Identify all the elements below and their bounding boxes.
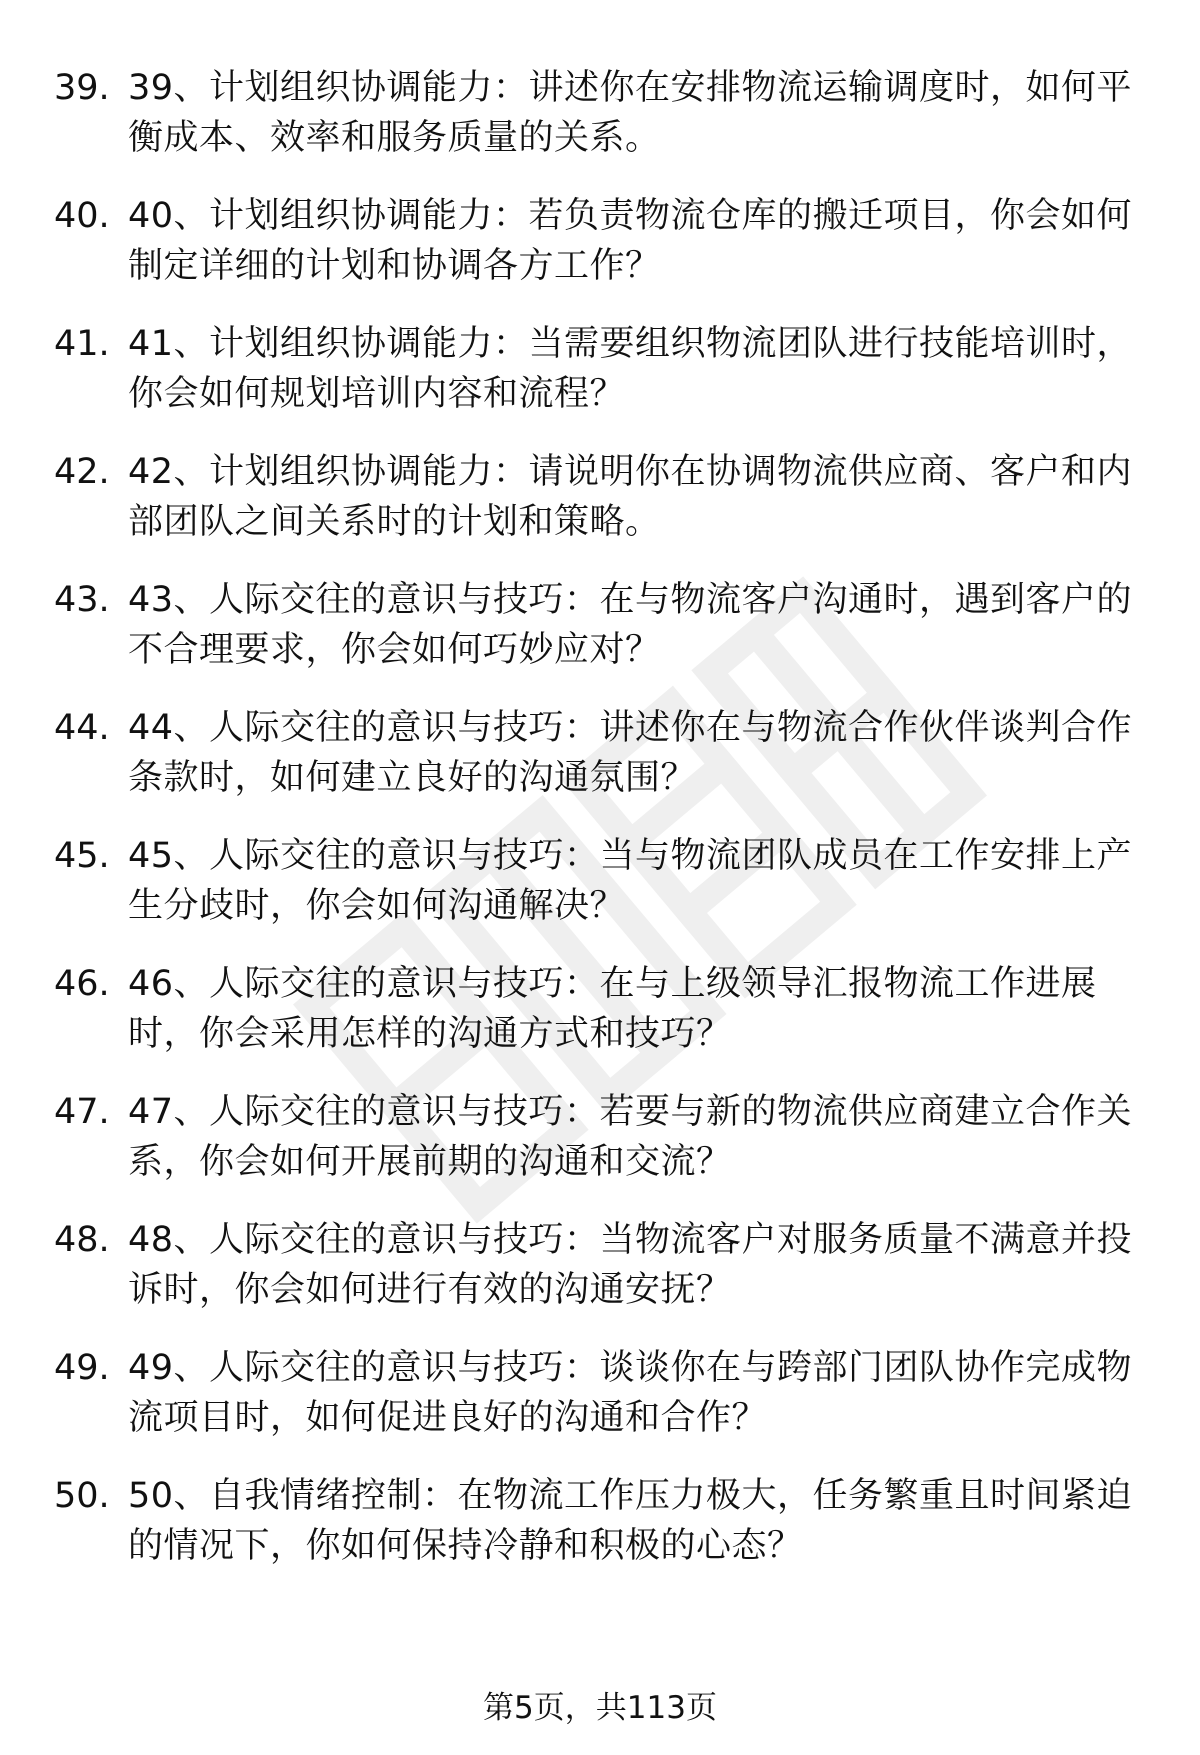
page-footer: 第5页，共113页 <box>483 1690 717 1726</box>
question-text: 46、人际交往的意识与技巧：在与上级领导汇报物流工作进展时，你会采用怎样的沟通方式和技巧？ <box>128 964 1097 1054</box>
question-text: 50、自我情绪控制：在物流工作压力极大，任务繁重且时间紧迫的情况下，你如何保持冷静和积极的心态？ <box>128 1476 1133 1566</box>
list-item <box>0 1079 1200 1207</box>
question-text: 43、人际交往的意识与技巧：在与物流客户沟通时，遇到客户的不合理要求，你会如何巧妙应对？ <box>128 580 1133 670</box>
question-list <box>0 55 1200 1591</box>
list-number: 39. <box>54 68 110 108</box>
question-text: 41、计划组织协调能力：当需要组织物流团队进行技能培训时，你会如何规划培训内容和流程？ <box>128 324 1133 414</box>
list-number: 44. <box>54 708 110 748</box>
list-item <box>0 823 1200 951</box>
list-number: 47. <box>54 1092 110 1132</box>
list-item <box>0 695 1200 823</box>
list-number: 49. <box>54 1348 110 1388</box>
list-item <box>0 183 1200 311</box>
question-text: 48、人际交往的意识与技巧：当物流客户对服务质量不满意并投诉时，你会如何进行有效的沟通安抚？ <box>128 1220 1133 1310</box>
question-text: 42、计划组织协调能力：请说明你在协调物流供应商、客户和内部团队之间关系时的计划和策略。 <box>128 452 1133 542</box>
list-number: 45. <box>54 836 110 876</box>
list-item <box>0 1335 1200 1463</box>
list-item <box>0 311 1200 439</box>
list-item <box>0 439 1200 567</box>
list-item <box>0 1207 1200 1335</box>
list-number: 48. <box>54 1220 110 1260</box>
list-number: 42. <box>54 452 110 492</box>
list-number: 43. <box>54 580 110 620</box>
list-number: 50. <box>54 1476 110 1516</box>
list-number: 40. <box>54 196 110 236</box>
question-text: 45、人际交往的意识与技巧：当与物流团队成员在工作安排上产生分歧时，你会如何沟通解决？ <box>128 836 1133 926</box>
list-item <box>0 951 1200 1079</box>
question-text: 39、计划组织协调能力：讲述你在安排物流运输调度时，如何平衡成本、效率和服务质量的关系。 <box>128 68 1133 158</box>
question-text: 40、计划组织协调能力：若负责物流仓库的搬迁项目，你会如何制定详细的计划和协调各方工作？ <box>128 196 1133 286</box>
list-item <box>0 55 1200 183</box>
list-item <box>0 1463 1200 1591</box>
question-text: 49、人际交往的意识与技巧：谈谈你在与跨部门团队协作完成物流项目时，如何促进良好的沟通和合作？ <box>128 1348 1133 1438</box>
list-number: 41. <box>54 324 110 364</box>
list-item <box>0 567 1200 695</box>
question-text: 47、人际交往的意识与技巧：若要与新的物流供应商建立合作关系，你会如何开展前期的沟通和交流？ <box>128 1092 1133 1182</box>
list-number: 46. <box>54 964 110 1004</box>
question-text: 44、人际交往的意识与技巧：讲述你在与物流合作伙伴谈判合作条款时，如何建立良好的沟通氛围？ <box>128 708 1133 798</box>
